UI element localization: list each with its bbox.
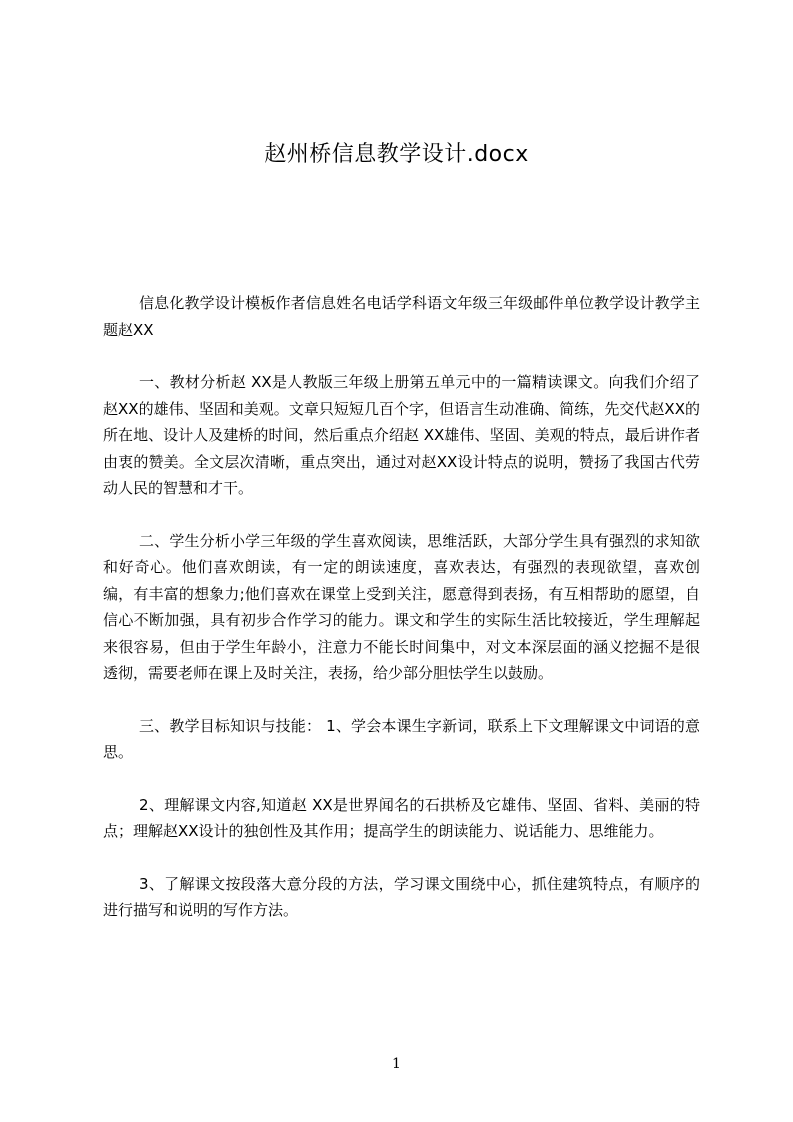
paragraph-template-info: 信息化教学设计模板作者信息姓名电话学科语文年级三年级邮件单位教学设计教学主题赵XX	[103, 294, 700, 339]
document-body	[103, 290, 700, 950]
paragraph-textbook-analysis: 一、教材分析赵 XX是人教版三年级上册第五单元中的一篇精读课文。向我们介绍了赵XX的雄伟、坚固和美观。文章只短短几百个字，但语言生动准确、简练，先交代赵XX的所在地、设计人及建桥的时间，然后重点介绍赵 XX雄伟、坚固、美观的特点，最后讲作者由衷的赞美。全文层次清晰，重点突出，通过对赵XX设计特点的说明，赞扬了我国古代劳动人民的智慧和才干。	[103, 373, 700, 497]
document-title: 赵州桥信息教学设计.docx	[264, 142, 529, 167]
paragraph-teaching-goals: 三、教学目标知识与技能： 1、学会本课生字新词，联系上下文理解课文中词语的意思。	[103, 716, 700, 761]
paragraph-student-analysis: 二、学生分析小学三年级的学生喜欢阅读，思维活跃，大部分学生具有强烈的求知欲和好奇心。他们喜欢朗读，有一定的朗读速度，喜欢表达，有强烈的表现欲望，喜欢创编，有丰富的想象力;他们喜欢在课堂上受到关注，愿意得到表扬，有互相帮助的愿望，自信心不断加强，具有初步合作学习的能力。课文和学生的实际生活比较接近，学生理解起来很容易，但由于学生年龄小，注意力不能长时间集中，对文本深层面的涵义挖掘不是很透彻，需要老师在课上及时关注，表扬，给少部分胆怯学生以鼓励。	[103, 531, 700, 682]
paragraph-goal-3: 3、了解课文按段落大意分段的方法，学习课文围绕中心，抓住建筑特点，有顺序的进行描写和说明的写作方法。	[103, 874, 700, 919]
paragraph-goal-2: 2、理解课文内容,知道赵 XX是世界闻名的石拱桥及它雄伟、坚固、省料、美丽的特点；理解赵XX设计的独创性及其作用；提高学生的朗读能力、说话能力、思维能力。	[103, 795, 700, 840]
page-number: 1	[392, 1056, 401, 1072]
